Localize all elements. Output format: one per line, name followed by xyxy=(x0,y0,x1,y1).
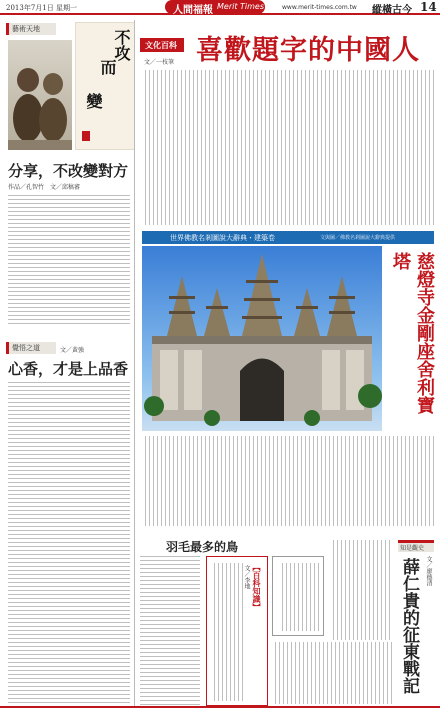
pagoda-photo xyxy=(142,246,382,431)
science-box xyxy=(206,556,268,706)
photo-banner xyxy=(142,231,434,244)
stamp-block xyxy=(272,556,324,636)
page-footer-rule xyxy=(0,706,440,708)
calligraphy-line-3: 變 xyxy=(84,93,103,109)
calligraphy-artwork xyxy=(75,22,135,150)
history-body xyxy=(330,540,390,640)
main-article-byline: 文／一枝筆 xyxy=(144,59,175,66)
monk-figurines-image xyxy=(8,40,72,150)
science-box-byline: 文／李地 xyxy=(243,565,250,589)
statue-photo xyxy=(8,40,72,150)
art-column-byline: 作品／孔智竹 文／邱稿審 xyxy=(8,184,81,191)
history-tag xyxy=(398,540,434,552)
calligraphy-line-1: 不攻 xyxy=(112,29,131,61)
bird-article-body xyxy=(140,556,200,706)
science-box-tag: 【百科知識】 xyxy=(252,563,262,611)
art-column-title: 分享，不改變對方 xyxy=(8,162,129,180)
seal-stamp xyxy=(82,131,90,141)
category-tag xyxy=(140,38,184,52)
masthead: 人間福報 xyxy=(173,5,213,16)
mood-column-tag xyxy=(6,342,56,354)
history-byline: 文／廖德清 xyxy=(425,556,432,586)
history-title: 薛仁貴的征東戰記 xyxy=(399,558,419,694)
masthead-box xyxy=(165,0,265,14)
mood-column-tag-text: 覺悟之道 xyxy=(12,344,40,352)
art-column-tag-text: 藝術天地 xyxy=(12,25,40,33)
main-article-body xyxy=(142,70,434,225)
column-divider-left xyxy=(134,20,135,706)
site-url[interactable]: www.merit-times.com.tw xyxy=(282,4,357,11)
pagoda-caption-body xyxy=(142,436,434,526)
page-number: 14 xyxy=(420,0,437,14)
lower-middle-body xyxy=(272,642,392,704)
category-text: 文化百科 xyxy=(145,40,177,50)
mood-column-byline: 文／黃強 xyxy=(60,347,85,354)
main-article-title: 喜歡題字的中國人 xyxy=(196,35,420,66)
page-header xyxy=(0,0,440,15)
bird-article-title: 羽毛最多的鳥 xyxy=(166,540,239,554)
mood-column-body xyxy=(8,382,130,704)
pagoda-image xyxy=(142,246,382,431)
pagoda-title: 慈燈寺金剛座舍利寶塔 xyxy=(390,252,435,414)
mood-column-title: 心香，才是上品香 xyxy=(8,360,129,378)
masthead-sub: Merit Times xyxy=(217,2,265,11)
art-column-tag xyxy=(6,23,56,35)
art-column-body xyxy=(8,195,130,325)
photo-banner-title: 世界佛教名剎圖說大辭典・建築卷 xyxy=(170,234,275,242)
photo-banner-credit: 文與圖／佛教名剎圖說大辭典提供 xyxy=(320,235,396,241)
science-box-body xyxy=(211,563,243,701)
calligraphy-line-2: 而 xyxy=(98,59,117,75)
issue-date: 2013年7月1日 星期一 xyxy=(6,4,77,12)
history-tag-text: 知是觀史 xyxy=(400,545,425,552)
section-name: 縱橫古今 xyxy=(372,5,412,16)
stamp-block-text xyxy=(279,563,319,631)
